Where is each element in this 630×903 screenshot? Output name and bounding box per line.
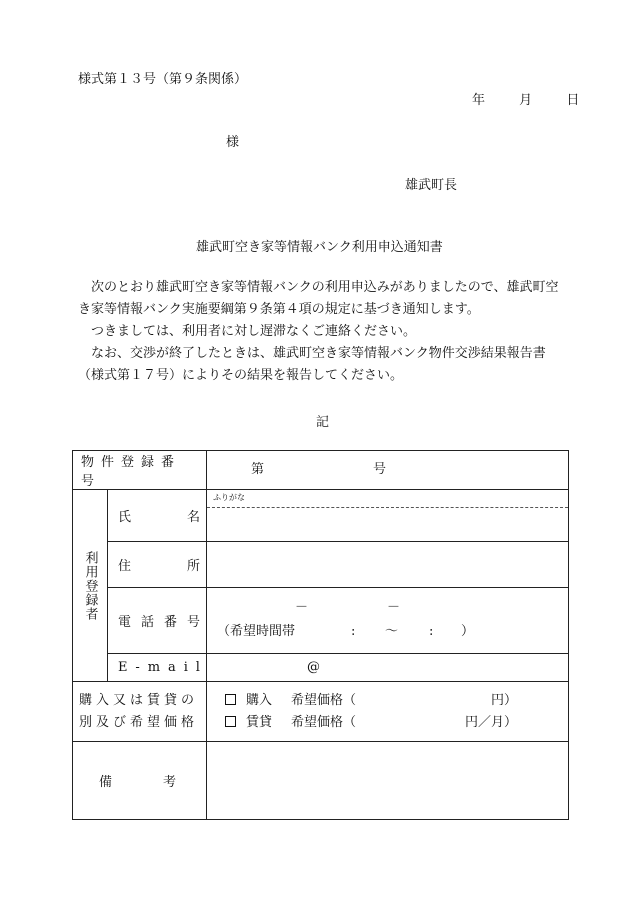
property-reg-no-label-cell	[73, 451, 207, 490]
preferred-time-open: （希望時間帯	[217, 623, 296, 639]
table-row-email	[73, 654, 569, 682]
email-value-cell[interactable]	[207, 654, 569, 682]
email-at-sign: @	[307, 659, 321, 675]
date-day-label: 日	[566, 93, 580, 108]
buy-label: 購入	[246, 692, 273, 708]
body-paragraph-1: 次のとおり雄武町空き家等情報バンクの利用申込みがありましたので、雄武町空き家等情報バンク実施要綱第９条第４項の規定に基づき通知します。	[78, 280, 559, 317]
purchase-label-cell	[73, 682, 207, 742]
purchase-label-line1: 購入又は賃貸の	[79, 692, 199, 708]
document-title: 雄武町空き家等情報バンク利用申込通知書	[196, 240, 443, 255]
body-paragraph-2: つきましては、利用者に対し遅滞なくご連絡ください。	[78, 324, 417, 339]
phone-label-cell	[108, 588, 207, 654]
rent-yen-month-label: 円／月）	[465, 714, 518, 730]
rent-checkbox[interactable]	[225, 716, 236, 727]
preferred-time-close: ）	[461, 623, 475, 639]
preferred-time-tilde: ～	[385, 623, 399, 639]
email-label: E - m a i l	[118, 660, 200, 675]
remarks-value-cell[interactable]	[207, 742, 569, 820]
address-value-cell[interactable]	[207, 542, 569, 588]
table-row-property-number	[73, 451, 569, 490]
table-row-phone	[73, 588, 569, 654]
sender: 雄武町長	[405, 178, 458, 193]
preferred-time-colon-2: :	[429, 623, 434, 639]
registrant-label-cell	[73, 490, 108, 682]
phone-label: 電 話 番 号	[118, 615, 201, 630]
rent-desired-price-label: 希望価格（	[291, 714, 357, 730]
addressee-suffix: 様	[226, 135, 240, 150]
application-table	[72, 450, 569, 820]
buy-checkbox[interactable]	[225, 694, 236, 705]
furigana-divider	[207, 507, 568, 508]
ki-marker: 記	[316, 415, 330, 430]
date-month-label: 月	[519, 93, 533, 108]
furigana-label: ふりがな	[213, 493, 246, 502]
dai-label: 第	[251, 462, 265, 477]
remarks-label-cell	[73, 742, 207, 820]
name-value-cell[interactable]	[207, 490, 569, 542]
form-number: 様式第１３号（第９条関係）	[78, 72, 248, 87]
phone-value-cell[interactable]	[207, 588, 569, 654]
address-label-cell	[108, 542, 207, 588]
date-year-label: 年	[472, 93, 486, 108]
name-label: 氏 名	[118, 510, 201, 525]
address-label: 住 所	[118, 559, 201, 574]
buy-desired-price-label: 希望価格（	[291, 692, 357, 708]
date-line	[472, 89, 579, 108]
phone-dash-1: －	[295, 599, 309, 615]
table-row-remarks	[73, 742, 569, 820]
phone-dash-2: －	[387, 599, 401, 615]
email-label-cell	[108, 654, 207, 682]
rent-option[interactable]	[225, 712, 272, 734]
remarks-label: 備 考	[99, 775, 177, 790]
registrant-label: 利用登録者	[82, 550, 98, 621]
table-row-purchase	[73, 682, 569, 742]
body-paragraph-3: なお、交渉が終了したときは、雄武町空き家等情報バンク物件交渉結果報告書（様式第１７号）によりその結果を報告してください。	[78, 346, 546, 383]
table-row-name	[73, 490, 569, 542]
buy-yen-label: 円）	[491, 692, 518, 708]
buy-option[interactable]	[225, 690, 272, 712]
preferred-time-colon-1: :	[351, 623, 356, 639]
name-label-cell	[108, 490, 207, 542]
rent-label: 賃貸	[246, 714, 273, 730]
purchase-value-cell	[207, 682, 569, 742]
property-reg-no-label: 物件登録番号	[81, 455, 182, 489]
purchase-label-line2: 別及び希望価格	[79, 714, 199, 730]
go-label: 号	[373, 462, 387, 477]
table-row-address	[73, 542, 569, 588]
property-reg-no-value-cell[interactable]	[207, 451, 569, 490]
